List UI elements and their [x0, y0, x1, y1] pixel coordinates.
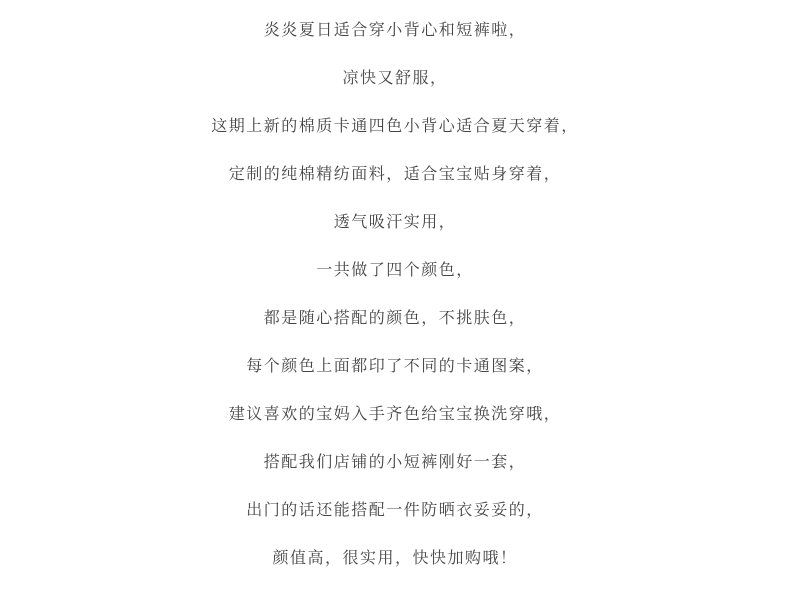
description-line: 这期上新的棉质卡通四色小背心适合夏天穿着，	[211, 116, 579, 135]
description-line: 每个颜色上面都印了不同的卡通图案，	[246, 356, 544, 375]
product-description	[0, 6, 790, 582]
description-line: 一共做了四个颜色，	[316, 260, 474, 279]
description-line: 透气吸汗实用，	[333, 212, 457, 231]
description-line: 搭配我们店铺的小短裤刚好一套，	[263, 452, 527, 471]
description-line: 建议喜欢的宝妈入手齐色给宝宝换洗穿哦，	[228, 404, 562, 423]
description-line: 凉快又舒服，	[342, 68, 448, 87]
description-line: 定制的纯棉精纺面料，适合宝宝贴身穿着，	[228, 164, 562, 183]
description-line: 炎炎夏日适合穿小背心和短裤啦，	[263, 20, 527, 39]
description-line: 出门的话还能搭配一件防晒衣妥妥的，	[246, 500, 544, 519]
description-line: 颜值高，很实用，快快加购哦！	[272, 548, 518, 567]
description-line: 都是随心搭配的颜色，不挑肤色，	[263, 308, 527, 327]
